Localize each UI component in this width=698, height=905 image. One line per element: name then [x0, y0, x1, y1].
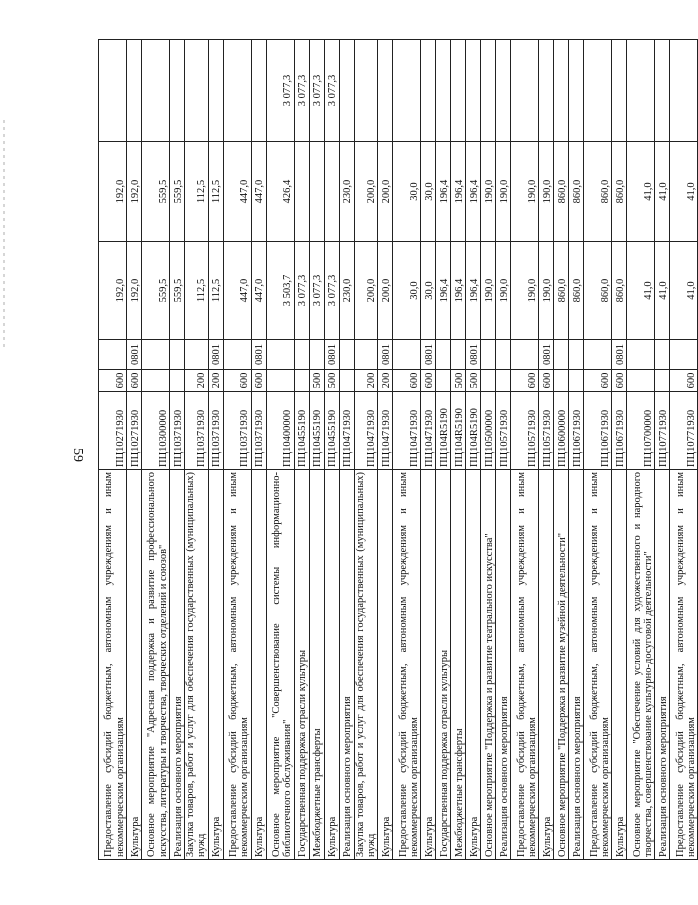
row-code-cell: ПЦ104R5190	[436, 392, 451, 470]
table-row	[496, 40, 511, 860]
row-amount-2-cell: 860,0	[612, 142, 627, 242]
row-amount-2-cell: 30,0	[421, 142, 436, 242]
table-row	[393, 40, 421, 860]
row-amount-1-cell: 30,0	[393, 242, 421, 340]
row-amount-1-cell: 190,0	[481, 242, 496, 340]
row-amount-2-cell: 196,4	[466, 142, 481, 242]
row-amount-2-cell: 112,5	[185, 142, 209, 242]
row-amount-1-cell: 200,0	[354, 242, 378, 340]
row-amount-1-cell: 3 503,7	[266, 242, 294, 340]
row-name-cell: Культура	[378, 470, 393, 860]
row-code-cell: ПЦ10271930	[99, 392, 127, 470]
row-name-cell: Культура	[539, 470, 554, 860]
row-rz-cell	[496, 340, 511, 370]
row-vr-cell: 500	[466, 370, 481, 392]
table-row	[511, 40, 539, 860]
table-row	[436, 40, 451, 860]
row-amount-2-cell: 190,0	[481, 142, 496, 242]
row-amount-1-cell: 112,5	[185, 242, 209, 340]
budget-table	[98, 39, 698, 860]
row-code-cell: ПЦ10671930	[584, 392, 612, 470]
row-amount-2-cell: 447,0	[223, 142, 251, 242]
table-row	[208, 40, 223, 860]
row-code-cell: ПЦ10571930	[496, 392, 511, 470]
table-row	[612, 40, 627, 860]
row-rz-cell	[554, 340, 569, 370]
row-amount-1-cell: 41,0	[627, 242, 655, 340]
row-amount-3-cell	[127, 40, 142, 142]
table-row	[627, 40, 655, 860]
row-amount-1-cell: 3 077,3	[309, 242, 324, 340]
row-vr-cell: 600	[223, 370, 251, 392]
row-rz-cell	[511, 340, 539, 370]
row-name-cell: Предоставление субсидий бюджетным, автономным учреждениям и иным некоммерческим организациям	[584, 470, 612, 860]
table-row	[466, 40, 481, 860]
row-code-cell: ПЦ10455190	[309, 392, 324, 470]
row-amount-2-cell: 190,0	[511, 142, 539, 242]
row-vr-cell: 600	[612, 370, 627, 392]
row-rz-cell	[294, 340, 309, 370]
table-row	[324, 40, 339, 860]
row-rz-cell	[185, 340, 209, 370]
row-name-cell: Реализация основного мероприятия	[655, 470, 670, 860]
row-amount-2-cell: 230,0	[339, 142, 354, 242]
row-vr-cell: 200	[185, 370, 209, 392]
row-code-cell: ПЦ10371930	[251, 392, 266, 470]
row-rz-cell	[223, 340, 251, 370]
row-rz-cell	[339, 340, 354, 370]
table-row	[142, 40, 170, 860]
row-amount-2-cell: 196,4	[451, 142, 466, 242]
row-vr-cell: 600	[127, 370, 142, 392]
row-amount-3-cell: 3 077,3	[309, 40, 324, 142]
table-row	[185, 40, 209, 860]
row-amount-1-cell: 200,0	[378, 242, 393, 340]
row-name-cell: Государственная поддержка отрасли культуры	[294, 470, 309, 860]
row-name-cell: Основное мероприятие "Совершенствование системы информационно-библиотечного обслуживания"	[266, 470, 294, 860]
row-name-cell: Культура	[208, 470, 223, 860]
page-number: 59	[70, 448, 85, 462]
row-vr-cell	[481, 370, 496, 392]
row-name-cell: Культура	[612, 470, 627, 860]
row-amount-3-cell: 3 077,3	[324, 40, 339, 142]
budget-table-body	[99, 40, 698, 860]
row-code-cell: ПЦ10455190	[324, 392, 339, 470]
row-code-cell: ПЦ10471930	[421, 392, 436, 470]
row-vr-cell: 500	[309, 370, 324, 392]
row-rz-cell	[584, 340, 612, 370]
row-vr-cell	[339, 370, 354, 392]
table-row	[354, 40, 378, 860]
row-amount-2-cell: 41,0	[655, 142, 670, 242]
row-amount-1-cell: 860,0	[554, 242, 569, 340]
table-row	[266, 40, 294, 860]
row-rz-cell	[655, 340, 670, 370]
row-rz-cell	[309, 340, 324, 370]
row-amount-3-cell	[539, 40, 554, 142]
row-name-cell: Реализация основного мероприятия	[496, 470, 511, 860]
row-amount-2-cell: 559,5	[142, 142, 170, 242]
row-rz-cell: 0801	[208, 340, 223, 370]
row-name-cell: Основное мероприятие "Обеспечение условий для художественного и народного творчества, совершенствование культурно-досуговой деятельности"	[627, 470, 655, 860]
row-name-cell: Государственная поддержка отрасли культуры	[436, 470, 451, 860]
row-code-cell: ПЦ10500000	[481, 392, 496, 470]
row-code-cell: ПЦ10771930	[670, 392, 698, 470]
row-rz-cell: 0801	[127, 340, 142, 370]
row-amount-1-cell: 190,0	[511, 242, 539, 340]
row-amount-2-cell: 559,5	[170, 142, 185, 242]
row-amount-2-cell: 112,5	[208, 142, 223, 242]
row-vr-cell	[294, 370, 309, 392]
row-amount-1-cell: 3 077,3	[324, 242, 339, 340]
row-amount-3-cell	[185, 40, 209, 142]
row-name-cell: Основное мероприятие "Поддержка и развитие театрального искусства"	[481, 470, 496, 860]
row-rz-cell	[569, 340, 584, 370]
row-rz-cell	[170, 340, 185, 370]
row-name-cell: Межбюджетные трансферты	[451, 470, 466, 860]
row-amount-2-cell: 200,0	[354, 142, 378, 242]
row-vr-cell: 600	[670, 370, 698, 392]
table-row	[294, 40, 309, 860]
row-rz-cell	[670, 340, 698, 370]
row-amount-3-cell	[339, 40, 354, 142]
table-row	[309, 40, 324, 860]
row-amount-1-cell: 41,0	[655, 242, 670, 340]
row-name-cell: Предоставление субсидий бюджетным, автономным учреждениям и иным некоммерческим организациям	[511, 470, 539, 860]
row-code-cell: ПЦ10371930	[170, 392, 185, 470]
row-amount-3-cell	[208, 40, 223, 142]
table-row	[569, 40, 584, 860]
row-amount-2-cell: 196,4	[436, 142, 451, 242]
row-vr-cell: 200	[378, 370, 393, 392]
row-vr-cell	[170, 370, 185, 392]
row-amount-3-cell: 3 077,3	[294, 40, 309, 142]
row-code-cell: ПЦ10571930	[511, 392, 539, 470]
table-row	[655, 40, 670, 860]
row-amount-3-cell	[627, 40, 655, 142]
row-vr-cell	[436, 370, 451, 392]
table-row	[670, 40, 698, 860]
row-rz-cell: 0801	[251, 340, 266, 370]
row-amount-2-cell: 190,0	[496, 142, 511, 242]
row-vr-cell: 600	[584, 370, 612, 392]
row-amount-1-cell: 30,0	[421, 242, 436, 340]
row-name-cell: Реализация основного мероприятия	[339, 470, 354, 860]
row-vr-cell: 600	[393, 370, 421, 392]
row-code-cell: ПЦ10771930	[655, 392, 670, 470]
row-amount-3-cell	[421, 40, 436, 142]
row-vr-cell	[569, 370, 584, 392]
row-name-cell: Культура	[324, 470, 339, 860]
row-amount-1-cell: 196,4	[466, 242, 481, 340]
row-amount-2-cell: 192,0	[99, 142, 127, 242]
table-row	[127, 40, 142, 860]
row-code-cell: ПЦ10671930	[612, 392, 627, 470]
table-row	[539, 40, 554, 860]
row-amount-3-cell	[584, 40, 612, 142]
row-name-cell: Основное мероприятие "Поддержка и развитие музейной деятельности"	[554, 470, 569, 860]
row-vr-cell: 600	[251, 370, 266, 392]
row-vr-cell: 500	[451, 370, 466, 392]
row-amount-3-cell	[655, 40, 670, 142]
row-amount-1-cell: 192,0	[127, 242, 142, 340]
row-amount-2-cell: 200,0	[378, 142, 393, 242]
row-amount-3-cell	[354, 40, 378, 142]
row-amount-2-cell: 41,0	[627, 142, 655, 242]
row-amount-3-cell	[393, 40, 421, 142]
row-name-cell: Предоставление субсидий бюджетным, автономным учреждениям и иным некоммерческим организациям	[99, 470, 127, 860]
row-amount-3-cell	[466, 40, 481, 142]
row-amount-2-cell: 860,0	[569, 142, 584, 242]
row-amount-1-cell: 192,0	[99, 242, 127, 340]
row-vr-cell: 600	[511, 370, 539, 392]
row-code-cell: ПЦ10400000	[266, 392, 294, 470]
row-vr-cell	[266, 370, 294, 392]
row-code-cell: ПЦ10371930	[185, 392, 209, 470]
row-vr-cell	[554, 370, 569, 392]
row-code-cell: ПЦ10371930	[223, 392, 251, 470]
row-amount-2-cell: 426,4	[266, 142, 294, 242]
row-rz-cell	[266, 340, 294, 370]
row-name-cell: Культура	[127, 470, 142, 860]
table-row	[451, 40, 466, 860]
row-name-cell: Предоставление субсидий бюджетным, автономным учреждениям и иным некоммерческим организациям	[393, 470, 421, 860]
table-row	[99, 40, 127, 860]
row-amount-1-cell: 559,5	[170, 242, 185, 340]
row-amount-1-cell: 41,0	[670, 242, 698, 340]
row-code-cell: ПЦ10271930	[127, 392, 142, 470]
row-amount-2-cell: 190,0	[539, 142, 554, 242]
row-vr-cell	[655, 370, 670, 392]
row-rz-cell: 0801	[324, 340, 339, 370]
rotated-table-container	[98, 40, 697, 860]
row-code-cell: ПЦ10471930	[339, 392, 354, 470]
row-rz-cell: 0801	[539, 340, 554, 370]
table-row	[223, 40, 251, 860]
row-amount-3-cell	[511, 40, 539, 142]
table-row	[421, 40, 436, 860]
row-amount-3-cell	[251, 40, 266, 142]
scan-edge-artifact	[3, 120, 5, 350]
row-amount-1-cell: 447,0	[251, 242, 266, 340]
row-name-cell: Культура	[251, 470, 266, 860]
row-amount-1-cell: 112,5	[208, 242, 223, 340]
row-amount-1-cell: 190,0	[539, 242, 554, 340]
row-code-cell: ПЦ10300000	[142, 392, 170, 470]
row-amount-2-cell: 860,0	[554, 142, 569, 242]
table-row	[554, 40, 569, 860]
row-code-cell: ПЦ104R5190	[466, 392, 481, 470]
row-amount-3-cell	[670, 40, 698, 142]
row-amount-3-cell	[170, 40, 185, 142]
table-row	[170, 40, 185, 860]
row-vr-cell: 200	[354, 370, 378, 392]
row-vr-cell: 600	[99, 370, 127, 392]
row-vr-cell	[496, 370, 511, 392]
row-rz-cell	[393, 340, 421, 370]
row-rz-cell	[99, 340, 127, 370]
row-rz-cell	[451, 340, 466, 370]
row-name-cell: Основное мероприятие "Адресная поддержка и развитие профессионального искусства, литературы и творчества, творческих отделений и союзов"	[142, 470, 170, 860]
row-vr-cell: 200	[208, 370, 223, 392]
row-name-cell: Межбюджетные трансферты	[309, 470, 324, 860]
row-code-cell: ПЦ10371930	[208, 392, 223, 470]
row-rz-cell	[627, 340, 655, 370]
row-amount-2-cell: 192,0	[127, 142, 142, 242]
row-amount-2-cell: 447,0	[251, 142, 266, 242]
row-amount-3-cell	[481, 40, 496, 142]
row-vr-cell: 600	[539, 370, 554, 392]
row-name-cell: Закупка товаров, работ и услуг для обеспечения государственных (муниципальных) нужд	[185, 470, 209, 860]
row-amount-3-cell	[612, 40, 627, 142]
row-amount-1-cell: 860,0	[612, 242, 627, 340]
row-code-cell: ПЦ10671930	[569, 392, 584, 470]
row-rz-cell: 0801	[612, 340, 627, 370]
table-row	[339, 40, 354, 860]
row-amount-3-cell	[99, 40, 127, 142]
row-name-cell: Закупка товаров, работ и услуг для обеспечения государственных (муниципальных) нужд	[354, 470, 378, 860]
row-name-cell: Реализация основного мероприятия	[569, 470, 584, 860]
row-amount-3-cell	[496, 40, 511, 142]
row-rz-cell: 0801	[466, 340, 481, 370]
row-vr-cell: 500	[324, 370, 339, 392]
row-vr-cell	[627, 370, 655, 392]
row-amount-1-cell: 196,4	[451, 242, 466, 340]
row-amount-1-cell: 860,0	[584, 242, 612, 340]
row-rz-cell: 0801	[421, 340, 436, 370]
row-name-cell: Предоставление субсидий бюджетным, автономным учреждениям и иным некоммерческим организациям	[670, 470, 698, 860]
row-amount-1-cell: 230,0	[339, 242, 354, 340]
row-code-cell: ПЦ10471930	[378, 392, 393, 470]
row-rz-cell	[354, 340, 378, 370]
row-name-cell: Предоставление субсидий бюджетным, автономным учреждениям и иным некоммерческим организациям	[223, 470, 251, 860]
row-vr-cell	[142, 370, 170, 392]
row-amount-3-cell: 3 077,3	[266, 40, 294, 142]
row-amount-1-cell: 860,0	[569, 242, 584, 340]
row-amount-3-cell	[142, 40, 170, 142]
row-code-cell: ПЦ10471930	[393, 392, 421, 470]
row-name-cell: Реализация основного мероприятия	[170, 470, 185, 860]
row-amount-2-cell: 41,0	[670, 142, 698, 242]
table-row	[481, 40, 496, 860]
row-amount-2-cell: 860,0	[584, 142, 612, 242]
row-amount-1-cell: 447,0	[223, 242, 251, 340]
table-row	[584, 40, 612, 860]
row-amount-2-cell	[324, 142, 339, 242]
row-code-cell: ПЦ10571930	[539, 392, 554, 470]
row-amount-3-cell	[451, 40, 466, 142]
row-amount-3-cell	[554, 40, 569, 142]
row-amount-1-cell: 3 077,3	[294, 242, 309, 340]
row-amount-1-cell: 190,0	[496, 242, 511, 340]
row-name-cell: Культура	[466, 470, 481, 860]
row-code-cell: ПЦ104R5190	[451, 392, 466, 470]
row-amount-1-cell: 196,4	[436, 242, 451, 340]
row-amount-3-cell	[223, 40, 251, 142]
row-amount-3-cell	[569, 40, 584, 142]
table-row	[251, 40, 266, 860]
row-amount-1-cell: 559,5	[142, 242, 170, 340]
row-amount-2-cell	[309, 142, 324, 242]
row-vr-cell: 600	[421, 370, 436, 392]
row-code-cell: ПЦ10471930	[354, 392, 378, 470]
table-row	[378, 40, 393, 860]
row-amount-2-cell	[294, 142, 309, 242]
row-code-cell: ПЦ10700000	[627, 392, 655, 470]
row-rz-cell: 0801	[378, 340, 393, 370]
row-amount-2-cell: 30,0	[393, 142, 421, 242]
row-rz-cell	[436, 340, 451, 370]
row-rz-cell	[481, 340, 496, 370]
row-name-cell: Культура	[421, 470, 436, 860]
row-amount-3-cell	[378, 40, 393, 142]
row-code-cell: ПЦ10600000	[554, 392, 569, 470]
row-amount-3-cell	[436, 40, 451, 142]
row-code-cell: ПЦ10455190	[294, 392, 309, 470]
row-rz-cell	[142, 340, 170, 370]
